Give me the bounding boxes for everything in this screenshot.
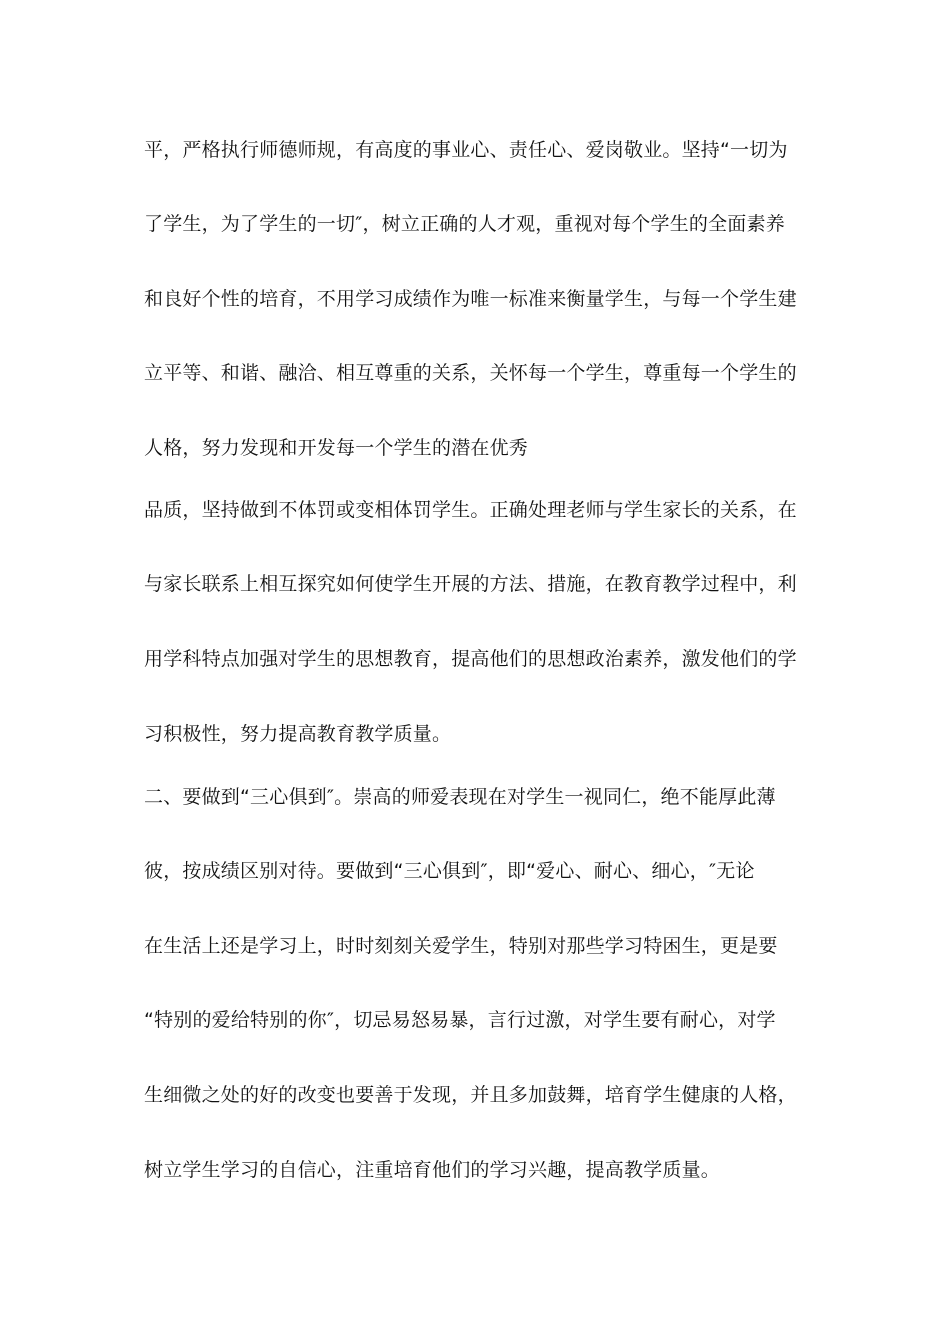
text-line: 平，严格执行师德师规，有高度的事业心、责任心、爱岗敬业。坚持“一切为 <box>144 139 788 161</box>
text-line: 彼，按成绩区别对待。要做到“三心俱到″，即“爱心、耐心、细心，″无论 <box>144 860 755 882</box>
text-line: 了学生，为了学生的一切″，树立正确的人才观，重视对每个学生的全面素养 <box>144 213 785 235</box>
text-line: 在生活上还是学习上，时时刻刻关爱学生，特别对那些学习特困生，更是要 <box>144 935 778 957</box>
text-line: 与家长联系上相互探究如何使学生开展的方法、措施，在教育教学过程中，利 <box>144 573 797 595</box>
section-heading-line: 二、要做到“三心俱到″。崇高的师爱表现在对学生一视同仁，绝不能厚此薄 <box>144 786 776 808</box>
text-line: 品质，坚持做到不体罚或变相体罚学生。正确处理老师与学生家长的关系，在 <box>144 499 797 521</box>
text-line: 生细微之处的好的改变也要善于发现，并且多加鼓舞，培育学生健康的人格， <box>144 1084 797 1106</box>
text-line: 人格，努力发现和开发每一个学生的潜在优秀 <box>144 437 529 459</box>
text-line: “特别的爱给特别的你″，切忌易怒易暴，言行过激，对学生要有耐心，对学 <box>144 1009 776 1031</box>
text-line: 和良好个性的培育，不用学习成绩作为唯一标准来衡量学生，与每一个学生建 <box>144 288 797 310</box>
text-line: 习积极性，努力提高教育教学质量。 <box>144 723 452 745</box>
text-line: 立平等、和谐、融洽、相互尊重的关系，关怀每一个学生，尊重每一个学生的 <box>144 362 797 384</box>
text-line: 用学科特点加强对学生的思想教育，提高他们的思想政治素养，激发他们的学 <box>144 648 797 670</box>
text-line: 树立学生学习的自信心，注重培育他们的学习兴趣，提高教学质量。 <box>144 1159 721 1181</box>
